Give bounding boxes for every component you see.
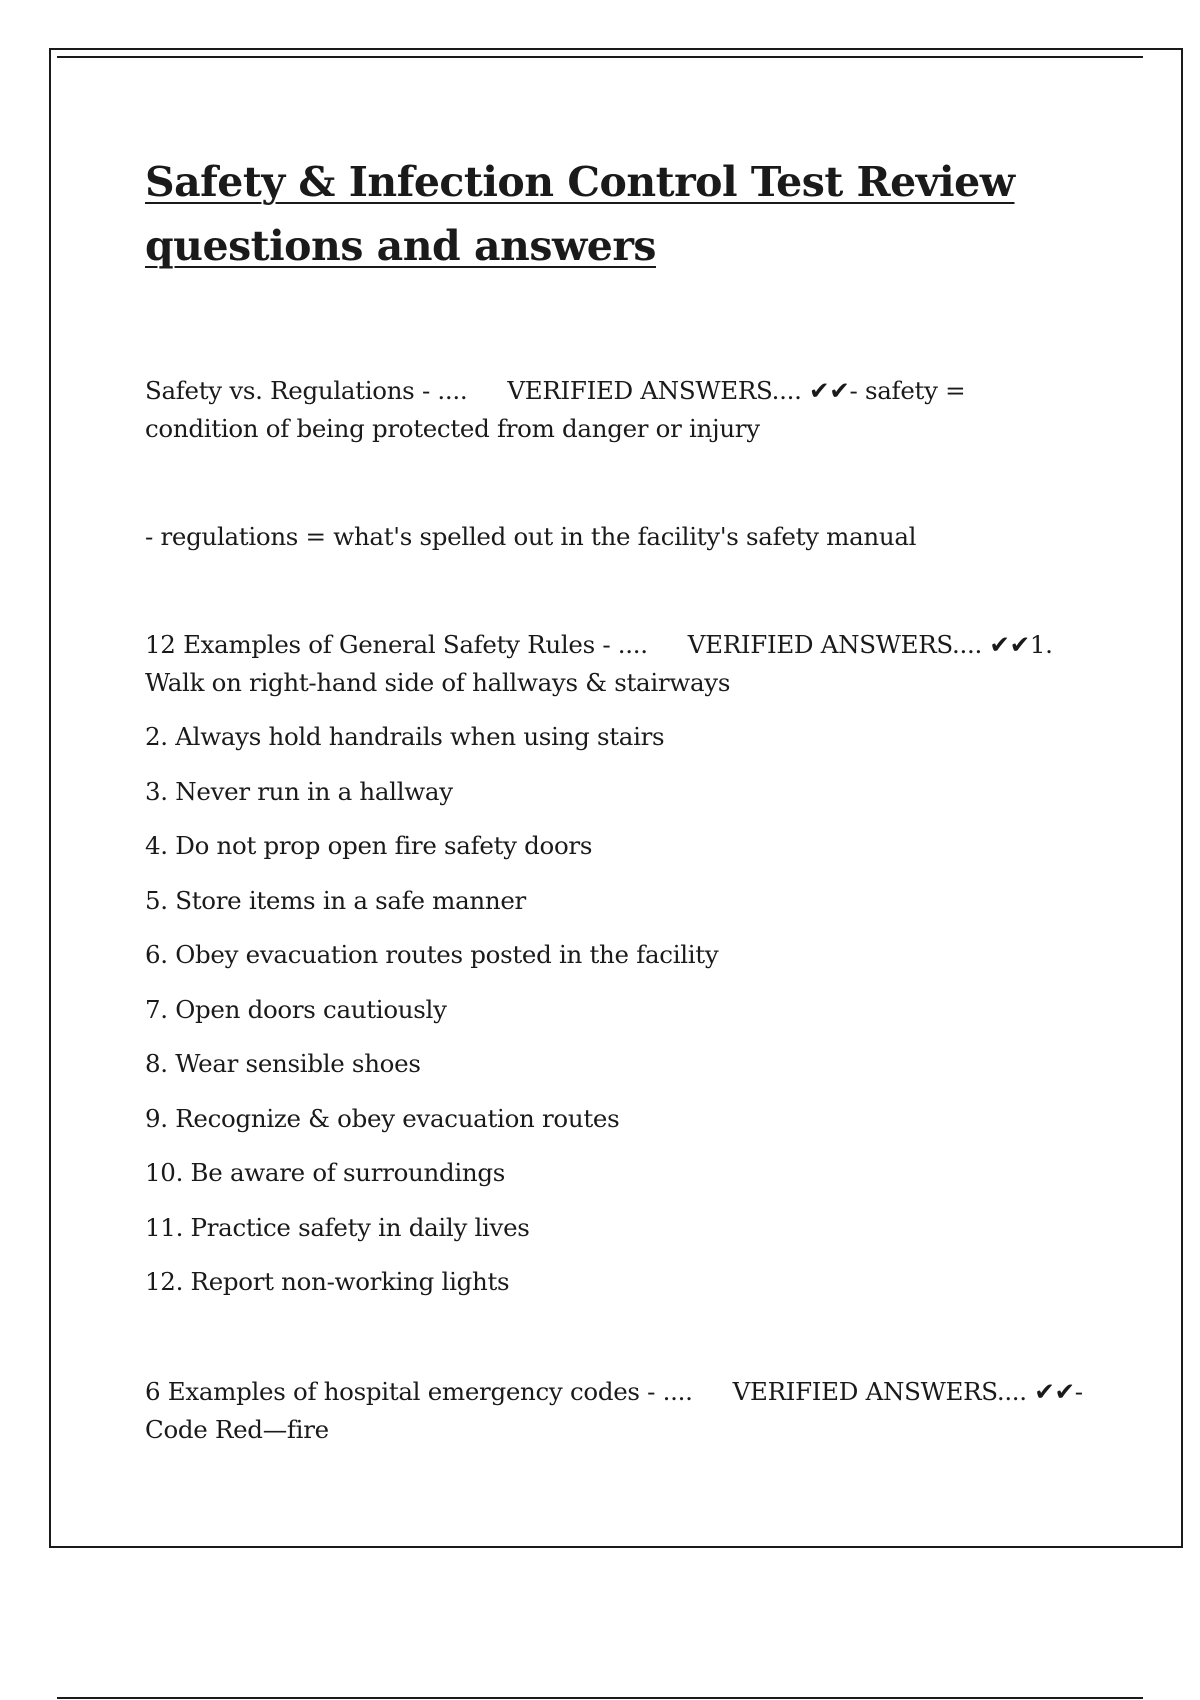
qa-regulations-continuation — [145, 518, 1085, 556]
list-item: 12. Report non-working lights — [145, 1267, 510, 1296]
question-text: 6 Examples of hospital emergency codes - .... — [145, 1377, 693, 1406]
list-item: 3. Never run in a hallway — [145, 776, 453, 806]
question-text: 12 Examples of General Safety Rules - .... — [145, 630, 648, 659]
top-rule — [57, 56, 1143, 58]
answer-text: 1. Walk on right-hand side of hallways & stairways — [145, 630, 1053, 697]
verified-answers-label: VERIFIED ANSWERS.... ✔✔ — [732, 1377, 1075, 1406]
list-item: 10. Be aware of surroundings — [145, 1158, 506, 1187]
verified-answers-label: VERIFIED ANSWERS.... ✔✔ — [507, 376, 850, 405]
list-item: 4. Do not prop open fire safety doors — [145, 831, 593, 860]
title-line-1: Safety & Infection Control Test Review — [145, 158, 1015, 206]
answer-continuation: - regulations = what's spelled out in the facility's safety manual — [145, 522, 917, 551]
list-item: 7. Open doors cautiously — [145, 994, 447, 1024]
answer-text: - Code Red—fire — [145, 1377, 1083, 1444]
list-item: 11. Practice safety in daily lives — [145, 1212, 530, 1242]
question-text: Safety vs. Regulations - .... — [145, 376, 468, 405]
document-content — [145, 150, 1085, 1449]
document-title — [145, 150, 1085, 278]
qa-hospital-emergency-codes — [145, 1373, 1085, 1449]
list-item: 8. Wear sensible shoes — [145, 1049, 421, 1078]
list-item: 6. Obey evacuation routes posted in the facility — [145, 940, 719, 969]
verified-answers-label: VERIFIED ANSWERS.... ✔✔ — [687, 630, 1030, 659]
bottom-rule — [57, 1697, 1143, 1699]
qa-safety-vs-regulations — [145, 372, 1085, 448]
list-item: 9. Recognize & obey evacuation routes — [145, 1103, 620, 1133]
title-line-2: questions and answers — [145, 222, 657, 270]
list-item: 5. Store items in a safe manner — [145, 885, 526, 915]
list-item: 2. Always hold handrails when using stairs — [145, 722, 665, 751]
safety-rules-list — [145, 718, 1085, 1301]
question-line — [145, 626, 1085, 702]
answer-text: - safety = condition of being protected from danger or injury — [145, 376, 966, 443]
qa-general-safety-rules — [145, 626, 1085, 1301]
